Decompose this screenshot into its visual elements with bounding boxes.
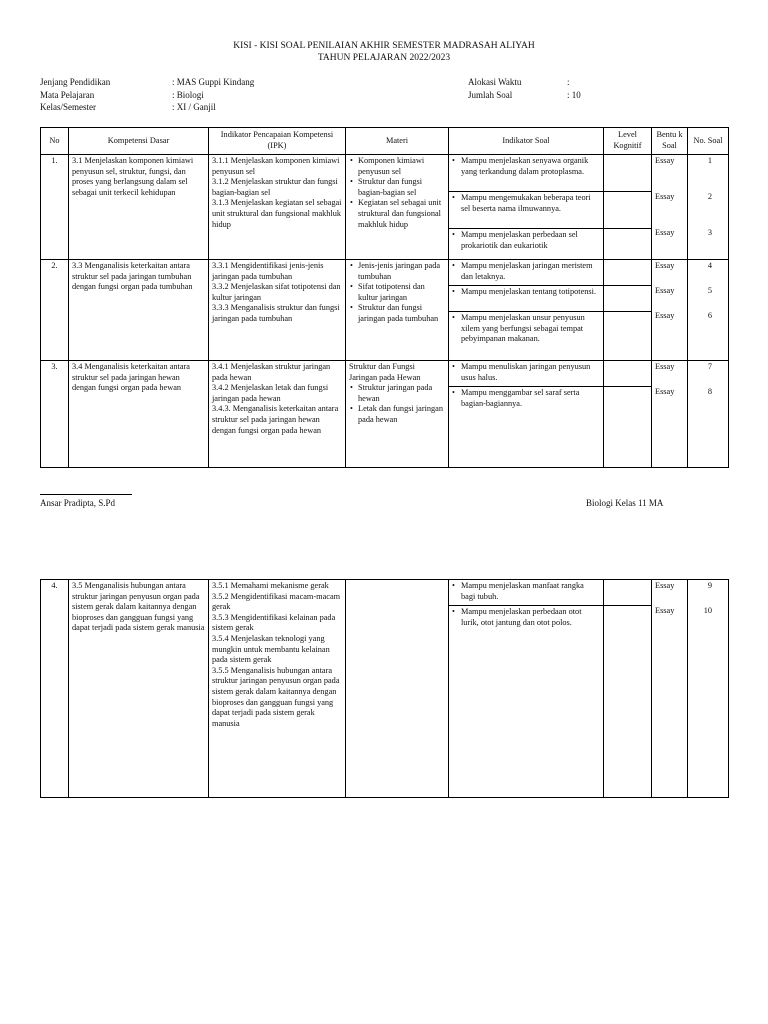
- bentuk-soal: [652, 155, 688, 260]
- level-item: [604, 580, 651, 606]
- kompetensi-dasar: 3.5 Menganalisis hubungan antara struktur jaringan penyusun organ pada sistem gerak dalam kaitannya dengan bioproses dan gangguan fungsi yang dapat terjadi pada sistem gerak manusia: [69, 580, 209, 798]
- nomor-item: 9: [707, 581, 712, 590]
- materi-item: • Struktur jaringan pada hewan: [358, 383, 445, 404]
- ipk-item: 3.5.4 Menjelaskan teknologi yang mungkin untuk membantu kelainan pada sistem gerak: [212, 633, 330, 665]
- table-row: [41, 260, 729, 361]
- materi-item: • Kegiatan sel sebagai unit struktural dan fungsional makhluk hidup: [358, 198, 445, 230]
- meta-label-kelas: Kelas/Semester: [40, 102, 96, 112]
- kompetensi-dasar: 3.1 Menjelaskan komponen kimiawi penyusun sel, struktur, fungsi, dan proses yang berlangsung dalam sel sebagai unit terkecil kehidupan: [69, 155, 209, 260]
- nomor-item: 7: [707, 362, 712, 371]
- level-kognitif: [604, 361, 652, 468]
- level-item: [604, 286, 651, 312]
- level-kognitif: [604, 155, 652, 260]
- materi-intro: Struktur dan Fungsi Jaringan pada Hewan: [349, 362, 421, 382]
- materi-item: • Komponen kimiawi penyusun sel: [358, 156, 445, 177]
- meta-right-values: [567, 76, 581, 101]
- bentuk-item: Essay: [655, 311, 675, 320]
- nomor-item: 6: [707, 311, 712, 320]
- kisi-table: [40, 127, 729, 468]
- document-title: KISI - KISI SOAL PENILAIAN AKHIR SEMESTER MADRASAH ALIYAH: [233, 41, 535, 51]
- indikator-soal-list: [449, 361, 604, 468]
- ipk-item: 3.1.3 Menjelaskan kegiatan sel sebagai unit struktural dan fungsional makhluk hidup: [212, 198, 342, 229]
- bentuk-item: Essay: [655, 156, 675, 165]
- kompetensi-dasar: 3.4 Menganalisis keterkaitan antara struktur sel pada jaringan hewan dengan fungsi organ pada hewan: [69, 361, 209, 468]
- document-subtitle: TAHUN PELAJARAN 2022/2023: [317, 53, 451, 63]
- ipk-item: 3.3.1 Mengidentifikasi jenis-jenis jaringan pada tumbuhan: [212, 261, 324, 281]
- meta-value-jumlah: : 10: [567, 89, 581, 100]
- row-number: 2.: [41, 260, 69, 361]
- header-materi: Materi: [346, 128, 449, 155]
- level-item: [604, 260, 651, 286]
- ipk-item: 3.3.2 Menjelaskan sifat totipotensi dan kultur jaringan: [212, 282, 341, 302]
- header-indikator: Indikator Soal: [449, 128, 604, 155]
- header-level: Level Kognitif: [604, 128, 652, 155]
- header-kd: Kompetensi Dasar: [69, 128, 209, 155]
- materi-item: • Jenis-jenis jaringan pada tumbuhan: [358, 261, 445, 282]
- row-number: 3.: [41, 361, 69, 468]
- materi-list: [346, 580, 449, 798]
- meta-value-alokasi: :: [567, 77, 570, 87]
- bentuk-item: Essay: [655, 192, 675, 201]
- bentuk-item: Essay: [655, 606, 675, 615]
- ipk-list: [209, 155, 346, 260]
- nomor-soal: [688, 361, 729, 468]
- nomor-item: 1: [707, 156, 712, 165]
- table-header-row: [41, 128, 729, 155]
- ipk-list: [209, 580, 346, 798]
- meta-left-labels: [40, 76, 110, 114]
- indikator-soal-item: • Mampu menjelaskan tentang totipotensi.: [449, 286, 603, 312]
- kisi-table-continued: [40, 579, 729, 798]
- meta-label-alokasi: Alokasi Waktu: [468, 77, 522, 87]
- level-kognitif: [604, 580, 652, 798]
- nomor-item: 5: [707, 286, 712, 295]
- meta-label-jumlah: Jumlah Soal: [468, 89, 513, 100]
- bentuk-item: Essay: [655, 387, 675, 396]
- indikator-soal-item: • Mampu mengemukakan beberapa teori sel beserta nama ilmuwannya.: [449, 192, 603, 229]
- materi-list: [346, 155, 449, 260]
- indikator-soal-item: • Mampu menjelaskan manfaat rangka bagi tubuh.: [449, 580, 603, 606]
- ipk-item: 3.1.1 Menjelaskan komponen kimiawi penyusun sel: [212, 156, 340, 176]
- meta-value-kelas: : XI / Ganjil: [172, 102, 216, 112]
- row-number: 1.: [41, 155, 69, 260]
- nomor-item: 4: [707, 261, 712, 270]
- nomor-item: 10: [703, 606, 712, 615]
- ipk-item: 3.1.2 Menjelaskan struktur dan fungsi bagian-bagian sel: [212, 177, 338, 197]
- bentuk-soal: [652, 361, 688, 468]
- row-number: 4.: [41, 580, 69, 798]
- nomor-soal: [688, 155, 729, 260]
- indikator-soal-item: • Mampu menjelaskan perbedaan otot lurik, otot jantung dan otot polos.: [449, 606, 603, 630]
- meta-left-values: [172, 76, 254, 114]
- materi-item: • Sifat totipotensi dan kultur jaringan: [358, 282, 445, 303]
- nomor-item: 8: [707, 387, 712, 396]
- indikator-soal-list: [449, 155, 604, 260]
- indikator-soal-item: • Mampu menjelaskan senyawa organik yang terkandung dalam protoplasma.: [449, 155, 603, 192]
- indikator-soal-item: • Mampu menjelaskan unsur penyusun xilem yang berfungsi sebagai tempat pebyimpanan makanan.: [449, 312, 603, 347]
- level-item: [604, 361, 651, 387]
- ipk-item: 3.4.2 Menjelaskan letak dan fungsi jaringan pada hewan: [212, 383, 329, 403]
- nomor-item: 2: [707, 192, 712, 201]
- materi-item: • Struktur dan fungsi bagian-bagian sel: [358, 177, 445, 198]
- meta-label-mapel: Mata Pelajaran: [40, 89, 95, 100]
- kompetensi-dasar: 3.3 Menganalisis keterkaitan antara struktur sel pada jaringan tumbuhan dengan fungsi organ pada tumbuhan: [69, 260, 209, 361]
- bentuk-item: Essay: [655, 228, 675, 237]
- materi-list: [346, 260, 449, 361]
- table-row: [41, 155, 729, 260]
- header-ipk: Indikator Pencapaian Kompetensi (IPK): [209, 128, 346, 155]
- materi-list: [346, 361, 449, 468]
- header-no: No: [41, 128, 69, 155]
- indikator-soal-item: • Mampu menjelaskan perbedaan sel prokariotik dan eukariotik: [449, 229, 603, 253]
- nomor-soal: [688, 580, 729, 798]
- bentuk-item: Essay: [655, 286, 675, 295]
- table-row: [41, 580, 729, 798]
- ipk-item: 3.5.1 Memahami mekanisme gerak: [212, 581, 329, 590]
- author-name: Ansar Pradipta, S.Pd: [40, 498, 115, 508]
- bentuk-item: Essay: [655, 261, 675, 270]
- bentuk-soal: [652, 260, 688, 361]
- table-row: [41, 361, 729, 468]
- bentuk-soal: [652, 580, 688, 798]
- meta-label-jenjang: Jenjang Pendidikan: [40, 77, 111, 87]
- materi-item: • Struktur dan fungsi jaringan pada tumbuhan: [358, 303, 445, 324]
- ipk-item: 3.4.3. Menganalisis keterkaitan antara struktur sel pada jaringan hewan dengan fungsi organ pada hewan: [212, 404, 339, 435]
- bentuk-item: Essay: [655, 581, 675, 590]
- header-bentuk: Bentu k Soal: [652, 128, 688, 155]
- indikator-soal-list: [449, 260, 604, 361]
- nomor-soal: [688, 260, 729, 361]
- ipk-list: [209, 361, 346, 468]
- level-item: [604, 192, 651, 229]
- meta-right-labels: [468, 76, 521, 101]
- ipk-list: [209, 260, 346, 361]
- meta-value-mapel: : Biologi: [172, 89, 204, 100]
- meta-value-jenjang: : MAS Guppi Kindang: [172, 77, 255, 87]
- indikator-soal-item: • Mampu menggambar sel saraf serta bagian-bagiannya.: [449, 387, 603, 411]
- footer-subject: Biologi Kelas 11 MA: [586, 498, 664, 508]
- ipk-item: 3.3.3 Menganalisis struktur dan fungsi jaringan pada tumbuhan: [212, 303, 340, 323]
- ipk-item: 3.5.2 Mengidentifikasi macam-macam gerak: [212, 591, 341, 612]
- ipk-item: 3.4.1 Menjelaskan struktur jaringan pada hewan: [212, 362, 331, 382]
- indikator-soal-item: • Mampu menuliskan jaringan penyusun usus halus.: [449, 361, 603, 387]
- level-item: [604, 155, 651, 192]
- ipk-item: 3.5.5 Menganalisis hubungan antara struktur jaringan penyusun organ pada sistem gerak dalam kaitannya dengan bioproses dan gangguan fungsi yang dapat terjadi pada sistem gerak manusia: [212, 665, 340, 728]
- materi-item: • Letak dan fungsi jaringan pada hewan: [358, 404, 445, 425]
- nomor-item: 3: [707, 228, 712, 237]
- indikator-soal-list: [449, 580, 604, 798]
- ipk-item: 3.5.3 Mengidentifikasi kelainan pada sistem gerak: [212, 612, 336, 633]
- header-nosoal: No. Soal: [688, 128, 729, 155]
- level-kognitif: [604, 260, 652, 361]
- bentuk-item: Essay: [655, 362, 675, 371]
- indikator-soal-item: • Mampu menjelaskan jaringan meristem dan letaknya.: [449, 260, 603, 286]
- signature-line: [40, 494, 132, 495]
